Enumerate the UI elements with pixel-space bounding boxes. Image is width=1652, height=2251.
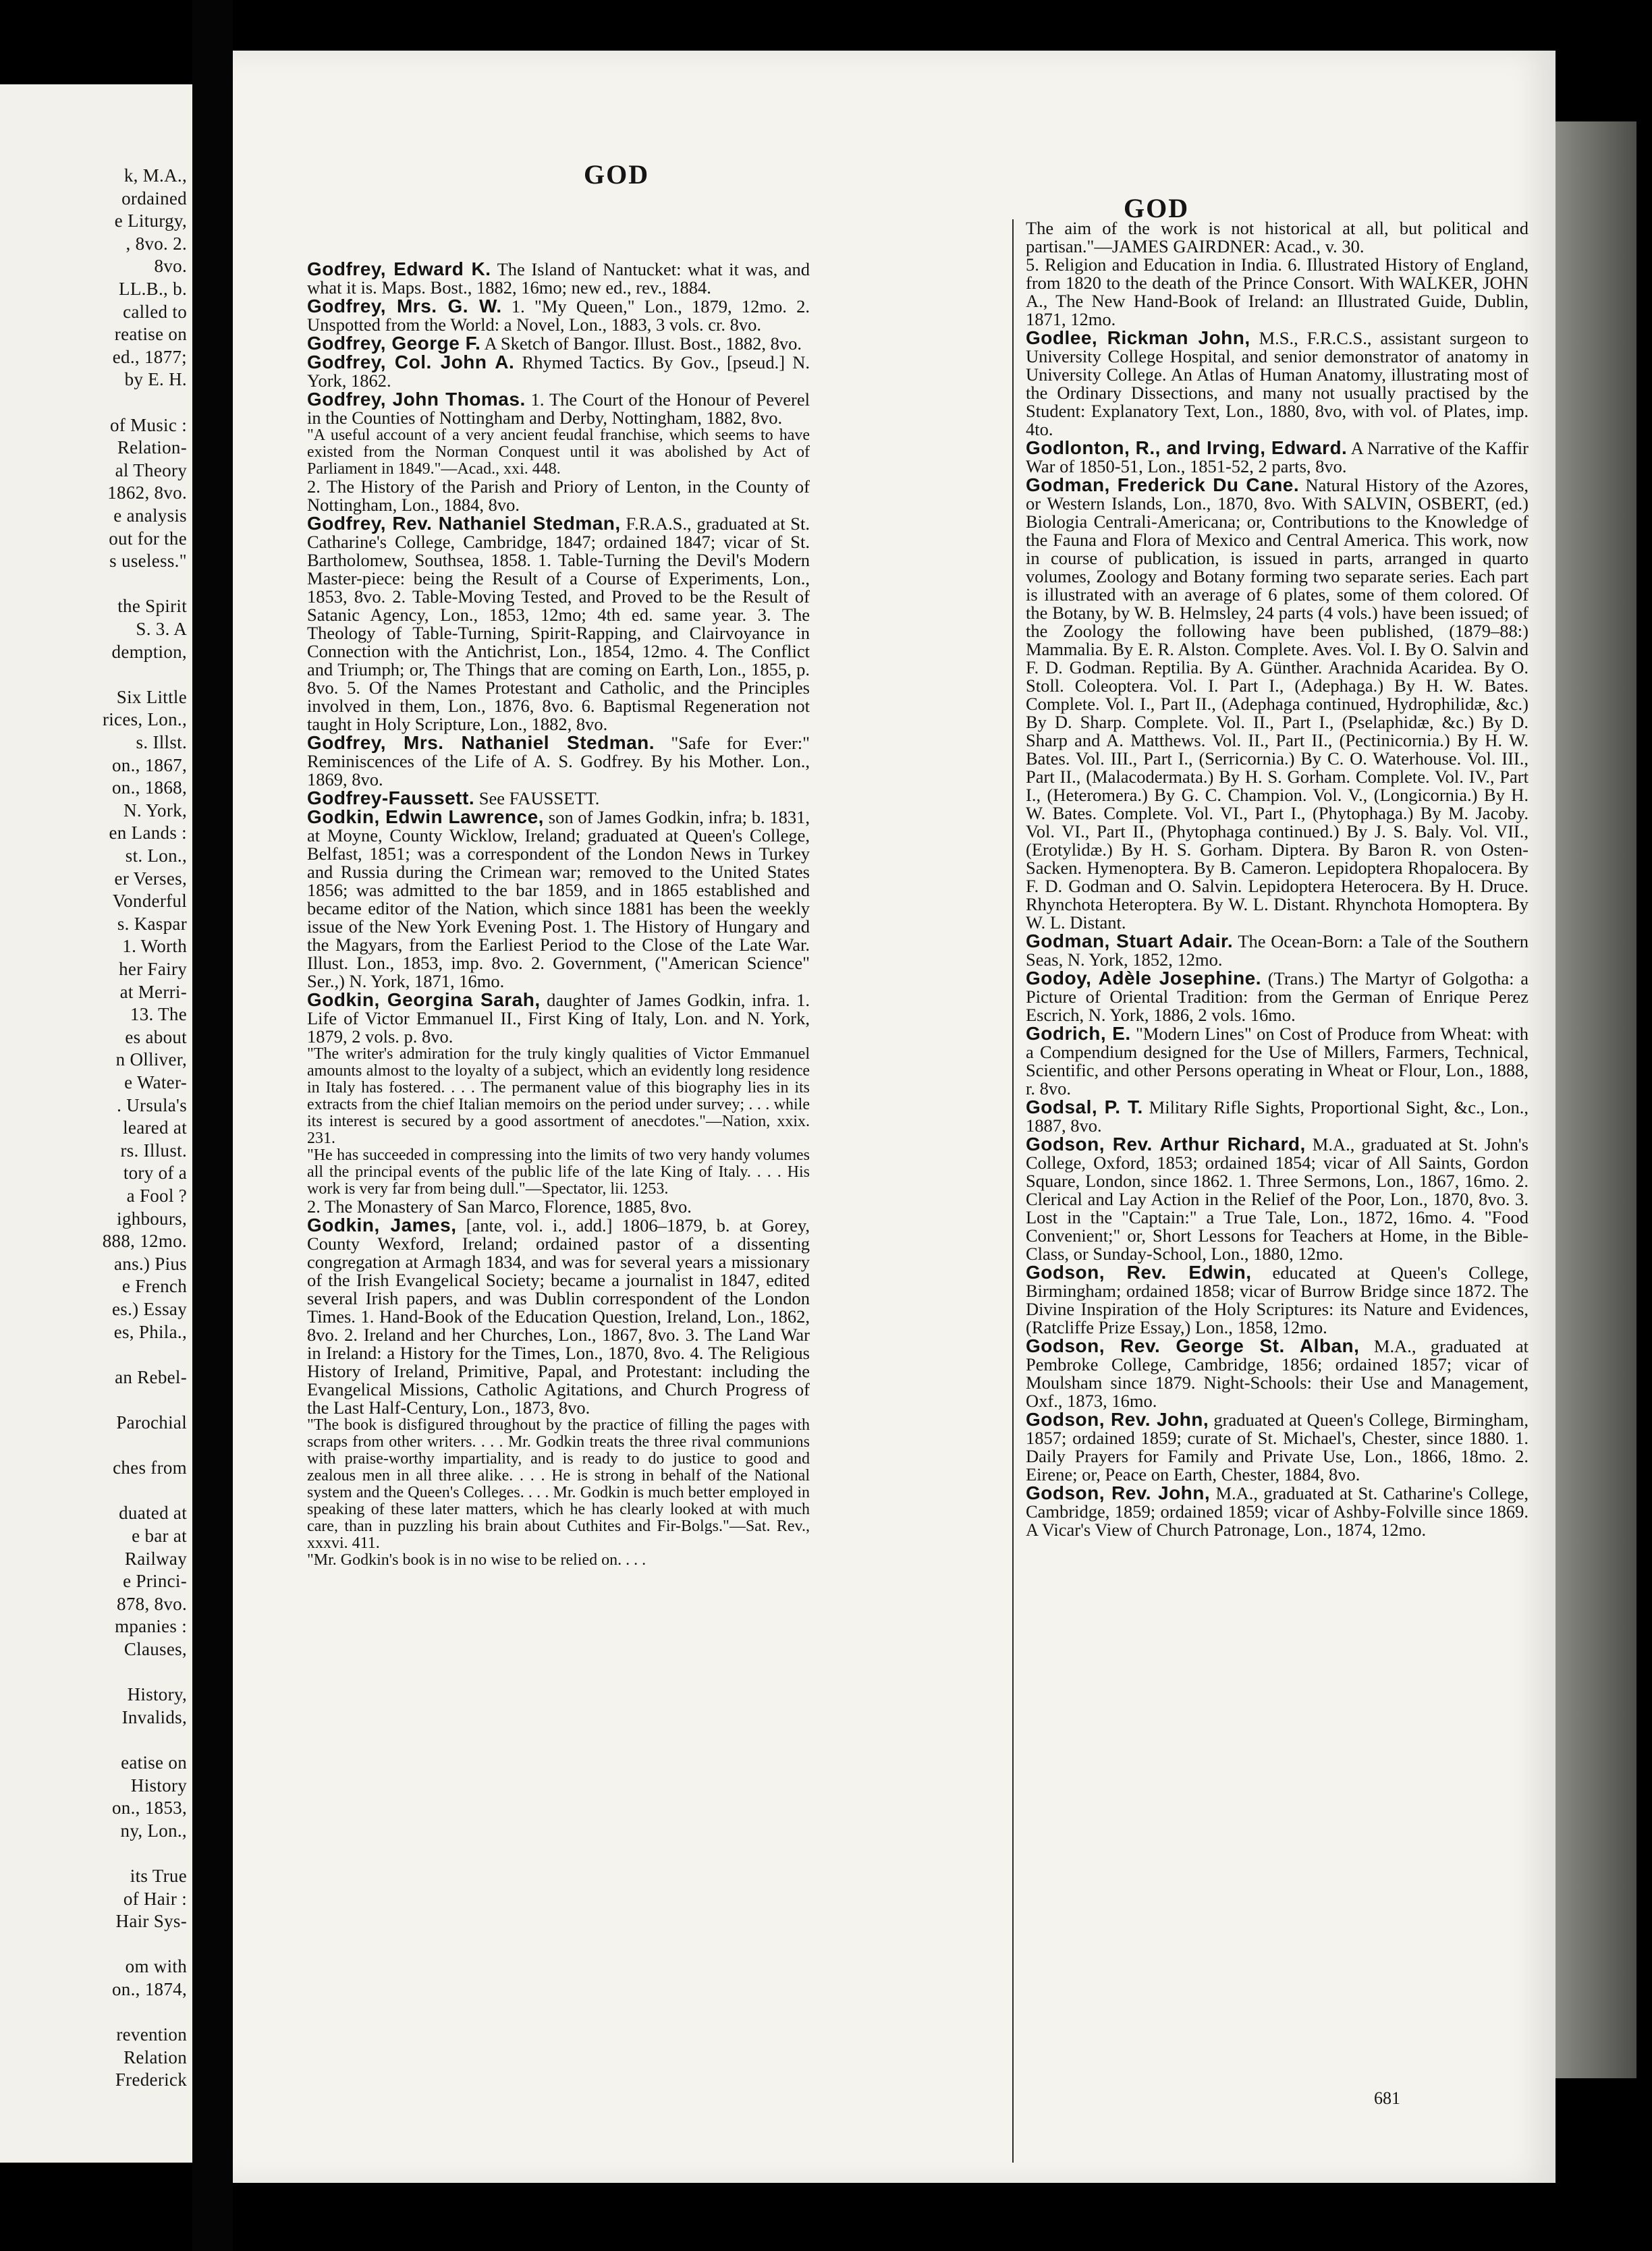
entry-text: A Narrative of the Kaffir War of 1850-51, Lon., 1851-52, 2 parts, 8vo. bbox=[1026, 438, 1529, 476]
facing-page-line: k, M.A., bbox=[123, 165, 187, 186]
entry-name: Godkin, James, bbox=[307, 1215, 457, 1235]
entry-text: M.A., graduated at Pembroke College, Cambridge, 1856; ordained 1857; vicar of Moulsham since 1879. Night-Schools: their Use and Management, Oxf., 1873, 16mo. bbox=[1026, 1336, 1529, 1411]
entry-text: A Sketch of Bangor. Illust. Bost., 1882, 8vo. bbox=[484, 333, 802, 354]
facing-page-line: s. Illst. bbox=[136, 732, 187, 752]
dictionary-entry bbox=[1026, 1135, 1529, 1263]
review-quote: "Mr. Godkin's book is in no wise to be relied on. . . . bbox=[307, 1551, 646, 1569]
facing-page-line: on., 1853, bbox=[112, 1798, 187, 1818]
column-rule bbox=[1012, 219, 1014, 2163]
dictionary-entry bbox=[1026, 969, 1529, 1024]
entry-name: Godfrey, Mrs. Nathaniel Stedman. bbox=[307, 732, 655, 753]
entry-paragraph: 2. The Monastery of San Marco, Florence, 1885, 8vo. bbox=[307, 1196, 692, 1217]
facing-page-line: Relation- bbox=[117, 437, 187, 458]
facing-page-line: Railway bbox=[124, 1548, 187, 1569]
facing-page-line: its True bbox=[130, 1866, 187, 1886]
facing-page-line: by E. H. bbox=[124, 369, 187, 390]
entry-name: Godfrey, Mrs. G. W. bbox=[307, 296, 502, 316]
right-column bbox=[1026, 219, 1529, 1539]
facing-page-line: on., 1868, bbox=[112, 777, 187, 798]
facing-page-line: 888, 12mo. bbox=[102, 1231, 187, 1252]
entry-text: M.A., graduated at St. John's College, Oxford, 1853; ordained 1854; vicar of All Saints, Gordon Square, London, since 1862. 1. Three Sermons, Lon., 1867, 16mo. 2. Clerical and Lay Action in the Relief of the Poor, Lon., 1870, 8vo. 3. Lost in the "Captain:" a True Tale, Lon., 1872, 16mo. 4. "Food Convenient;" or, Short Lessons for Teachers at Home, in the Bible-Class, or Sunday-School, Lon., 1880, 12mo. bbox=[1026, 1134, 1529, 1264]
facing-page-line: out for the bbox=[109, 528, 187, 549]
entry-name: Godfrey, George F. bbox=[307, 333, 481, 354]
facing-page-line: demption, bbox=[111, 641, 187, 662]
dictionary-entry bbox=[1026, 1410, 1529, 1484]
review-quote: "The writer's admiration for the truly kingly qualities of Victor Emmanuel amounts almost to the loyalty of a subject, which an evidently long residence in Italy has fostered. . . . The permanent value of this biography lies in its extracts from the chief Italian memoirs on the period under survey; . . . while its interest is secured by a good assortment of anecdotes."—Nation, xxix. 231. bbox=[307, 1045, 810, 1147]
facing-page-line: 8vo. bbox=[154, 256, 187, 277]
entry-text: 1. "My Queen," Lon., 1879, 12mo. 2. Unspotted from the World: a Novel, Lon., 1883, 3 vols. cr. 8vo. bbox=[307, 296, 810, 335]
entry-name: Godson, Rev. John, bbox=[1026, 1409, 1209, 1430]
dictionary-entry bbox=[1026, 476, 1529, 932]
facing-page-line: called to bbox=[123, 301, 187, 322]
entry-text: 1. The Court of the Honour of Peverel in the Counties of Nottingham and Derby, Nottingham, 1882, 8vo. bbox=[307, 389, 810, 428]
facing-page-line: History, bbox=[127, 1684, 187, 1705]
facing-page-line: es about bbox=[125, 1026, 187, 1047]
facing-page-line: es, Phila., bbox=[113, 1321, 187, 1342]
entry-paragraph: 2. The History of the Parish and Priory of Lenton, in the County of Nottingham, Lon., 1884, 8vo. bbox=[307, 476, 810, 515]
facing-page-line: ed., 1877; bbox=[112, 346, 187, 367]
facing-page-line: es.) Essay bbox=[112, 1299, 187, 1319]
facing-page-line: revention bbox=[116, 2024, 187, 2045]
entry-name: Godfrey, Col. John A. bbox=[307, 352, 515, 372]
facing-page-line: s. Kaspar bbox=[117, 913, 187, 934]
entry-name: Godfrey-Faussett. bbox=[307, 787, 475, 808]
dictionary-entry bbox=[1026, 439, 1529, 476]
entry-paragraph: The aim of the work is not historical at all, but political and partisan."—JAMES GAIRDNER: Acad., v. 30. bbox=[1026, 218, 1529, 256]
entry-text: Rhymed Tactics. By Gov., [pseud.] N. York, 1862. bbox=[307, 352, 810, 391]
facing-page-line: her Fairy bbox=[119, 959, 187, 979]
facing-page-line: on., 1874, bbox=[112, 1979, 187, 1999]
entry-text: graduated at Queen's College, Birmingham, 1857; ordained 1859; curate of St. Michael's, Chester, since 1880. 1. Daily Prayers for Family and Private Use, Lon., 1866, 18mo. 2. Eirene; or, Peace on Earth, Chester, 1884, 8vo. bbox=[1026, 1410, 1529, 1484]
facing-page-line: 1862, 8vo. bbox=[107, 482, 187, 503]
facing-page-line: e Water- bbox=[124, 1072, 187, 1092]
dictionary-entry bbox=[1026, 329, 1529, 439]
facing-page-line: eatise on bbox=[121, 1752, 187, 1773]
facing-page-line: 13. The bbox=[130, 1004, 187, 1025]
dictionary-entry bbox=[307, 390, 810, 427]
dictionary-entry bbox=[307, 353, 810, 390]
page-edge-shadow bbox=[1555, 121, 1636, 2078]
dictionary-entry bbox=[1026, 1337, 1529, 1410]
entry-text: M.S., F.R.C.S., assistant surgeon to University College Hospital, and senior demonstrator of anatomy in University College. An Atlas of Human Anatomy, illustrating most of the Ordinary Dissections, and many not usually practised by the Student: Explanatory Text, Lon., 1880, 8vo, with vol. of Plates, imp. 4to. bbox=[1026, 328, 1529, 439]
facing-page-line: n Olliver, bbox=[115, 1049, 187, 1070]
facing-page-line: on., 1867, bbox=[112, 754, 187, 775]
facing-page-line: 878, 8vo. bbox=[117, 1593, 187, 1614]
facing-page-line: Vonderful bbox=[112, 891, 187, 912]
facing-page-line: an Rebel- bbox=[115, 1366, 187, 1387]
facing-page-line: e Liturgy, bbox=[114, 211, 187, 231]
facing-page-line: Frederick bbox=[115, 2069, 187, 2090]
entry-name: Godlonton, R., and Irving, Edward. bbox=[1026, 437, 1348, 458]
running-head-left: GOD bbox=[584, 159, 650, 190]
dictionary-entry bbox=[1026, 1484, 1529, 1539]
facing-page-line: of Hair : bbox=[123, 1888, 187, 1909]
entry-text: "Safe for Ever:" Reminiscences of the Life of A. S. Godfrey. By his Mother. Lon., 1869, 8vo. bbox=[307, 733, 810, 789]
entry-name: Godfrey, John Thomas. bbox=[307, 389, 526, 410]
facing-page-line: rs. Illust. bbox=[120, 1140, 187, 1161]
entry-name: Godlee, Rickman John, bbox=[1026, 327, 1250, 348]
entry-name: Godkin, Georgina Sarah, bbox=[307, 989, 541, 1010]
entry-text: See FAUSSETT. bbox=[478, 788, 600, 808]
facing-page-line: duated at bbox=[119, 1503, 187, 1524]
book-page bbox=[233, 51, 1555, 2183]
entry-text: "Modern Lines" on Cost of Produce from Wheat: with a Compendium designed for the Use of Millers, Farmers, Technical, Scientific, and other Persons operating in Wheat or Flour, Lon., 1888, r. 8vo. bbox=[1026, 1024, 1529, 1099]
facing-page-line: leared at bbox=[123, 1117, 187, 1138]
facing-page-line: s useless." bbox=[109, 551, 187, 572]
entry-name: Godrich, E. bbox=[1026, 1023, 1131, 1044]
entry-text: M.A., graduated at St. Catharine's College, Cambridge, 1859; ordained 1859; vicar of Ashby-Folville since 1869. A Vicar's View of Church Patronage, Lon., 1874, 12mo. bbox=[1026, 1483, 1529, 1540]
entry-name: Godfrey, Rev. Nathaniel Stedman, bbox=[307, 513, 621, 534]
entry-name: Godfrey, Edward K. bbox=[307, 258, 491, 279]
facing-page-line: Hair Sys- bbox=[115, 1911, 187, 1932]
dictionary-entry bbox=[307, 808, 810, 991]
entry-text: son of James Godkin, infra; b. 1831, at Moyne, County Wicklow, Ireland; graduated at Queen's College, Belfast, 1851; was a correspondent of the London News in Turkey and Russia during the Crimean war; removed to the United States 1856; was admitted to the bar 1859, and in 1865 established and became editor of the Nation, which since 1881 has been the weekly issue of the New York Evening Post. 1. The History of Hungary and the Magyars, from the Earliest Period to the Close of the Late War. Illust. Lon., 1853, imp. 8vo. 2. Government, ("American Science" Ser.,) N. York, 1871, 16mo. bbox=[307, 807, 810, 991]
dictionary-entry bbox=[307, 514, 810, 733]
entry-name: Godson, Rev. George St. Alban, bbox=[1026, 1335, 1360, 1356]
review-quote: "He has succeeded in compressing into the limits of two very handy volumes all the principal events of the public life of the late King of Italy. . . . His work is very far from being dull."—Spectator, lii. 1253. bbox=[307, 1146, 810, 1198]
facing-page-line: 1. Worth bbox=[122, 936, 187, 957]
dictionary-entry bbox=[1026, 1024, 1529, 1098]
facing-page-line: , 8vo. 2. bbox=[126, 233, 187, 254]
facing-page-line: rices, Lon., bbox=[102, 709, 187, 730]
entry-name: Godsal, P. T. bbox=[1026, 1096, 1143, 1117]
facing-page-line: Parochial bbox=[116, 1412, 187, 1433]
facing-page-line: mpanies : bbox=[115, 1616, 187, 1637]
facing-page-line: ighbours, bbox=[117, 1208, 187, 1229]
facing-page-line: Clauses, bbox=[123, 1639, 187, 1659]
dictionary-entry bbox=[307, 733, 810, 789]
review-quote: "The book is disfigured throughout by the practice of filling the pages with scraps from other writers. . . . Mr. Godkin treats the three rival communions with praise-worthy impartiality, and is ready to do justice to good and zealous men in all three alike. . . . He is strong in behalf of the National system and the Queen's Colleges. . . . Mr. Godkin is much better employed in speaking of these later matters, which he has clearly looked at with much care, than in puzzling his brain about Cuthites and Fir-Bolgs."—Sat. Rev., xxxvi. 411. bbox=[307, 1416, 810, 1552]
facing-page-line: a Fool ? bbox=[126, 1186, 187, 1206]
entry-name: Godman, Stuart Adair. bbox=[1026, 930, 1234, 951]
page-number: 681 bbox=[1374, 2088, 1400, 2108]
facing-page-line: Six Little bbox=[116, 686, 187, 707]
entry-text: The Island of Nantucket: what it was, and what it is. Maps. Bost., 1882, 16mo; new ed., rev., 1884. bbox=[307, 259, 810, 298]
facing-page-line: al Theory bbox=[115, 460, 187, 480]
facing-page-line: om with bbox=[125, 1956, 187, 1977]
dictionary-entry bbox=[307, 991, 810, 1046]
facing-page-line: e French bbox=[121, 1276, 187, 1297]
facing-page-line: LL.B., b. bbox=[119, 279, 187, 299]
facing-page-line: Invalids, bbox=[121, 1706, 187, 1727]
dictionary-entry bbox=[307, 297, 810, 334]
entry-text: daughter of James Godkin, infra. 1. Life of Victor Emmanuel II., First King of Italy, Lon. and N. York, 1879, 2 vols. p. 8vo. bbox=[307, 990, 810, 1047]
facing-page-line: . Ursula's bbox=[117, 1094, 187, 1115]
dictionary-entry bbox=[1026, 1263, 1529, 1337]
entry-name: Godson, Rev. John, bbox=[1026, 1482, 1211, 1503]
dictionary-entry bbox=[1026, 932, 1529, 969]
facing-page-line: st. Lon., bbox=[125, 845, 187, 866]
entry-name: Godson, Rev. Arthur Richard, bbox=[1026, 1134, 1306, 1155]
entry-paragraph: 5. Religion and Education in India. 6. Illustrated History of England, from 1820 to the death of the Prince Consort. With WALKER, JOHN A., The New Hand-Book of Ireland: an Illustrated Guide, Dublin, 1871, 12mo. bbox=[1026, 254, 1529, 329]
entry-name: Godkin, Edwin Lawrence, bbox=[307, 806, 544, 827]
dictionary-entry bbox=[1026, 1098, 1529, 1135]
entry-text: educated at Queen's College, Birmingham; ordained 1858; vicar of Burrow Bridge since 1872. The Divine Inspiration of the Holy Scriptures: its Nature and Evidences, (Ratcliffe Prize Essay,) Lon., 1858, 12mo. bbox=[1026, 1262, 1529, 1337]
dictionary-entry bbox=[307, 1216, 810, 1417]
facing-page-line: of Music : bbox=[110, 414, 187, 435]
entry-name: Godman, Frederick Du Cane. bbox=[1026, 474, 1300, 495]
facing-page-line: e Princi- bbox=[123, 1571, 187, 1592]
facing-page-line: ans.) Pius bbox=[113, 1253, 187, 1274]
running-head-right: GOD bbox=[1124, 193, 1190, 223]
dictionary-entry bbox=[307, 334, 810, 353]
facing-page-line: S. 3. A bbox=[136, 619, 187, 639]
entry-text: F.R.A.S., graduated at St. Catharine's College, Cambridge, 1847; ordained 1847; vicar of St. Bartholomew, Southsea, 1858. 1. Table-Turning the Devil's Modern Master-piece: being the Result of a Course of Experiments, Lon., 1853, 8vo. 2. Table-Moving Tested, and Proved to be the Result of Satanic Agency, Lon., 1853, 12mo; 4th ed. same year. 3. The Theology of Table-Turning, Spirit-Rapping, and Clairvoyance in Connection with the Antichrist, Lon., 1854, 12mo. 4. The Conflict and Triumph; or, The Things that are coming on Earth, Lon., 1855, p. 8vo. 5. Of the Names Protestant and Catholic, and the Principles involved in them, Lon., 1876, 8vo. 6. Baptismal Regeneration not taught in Holy Scripture, Lon., 1882, 8vo. bbox=[307, 513, 810, 734]
entry-name: Godoy, Adèle Josephine. bbox=[1026, 968, 1262, 989]
facing-page-line: e bar at bbox=[132, 1526, 187, 1546]
facing-page-line: N. York, bbox=[123, 800, 187, 821]
facing-page-line: reatise on bbox=[114, 324, 187, 345]
facing-page-line: the Spirit bbox=[117, 596, 187, 617]
book-gutter bbox=[192, 0, 233, 2251]
facing-page-line: Relation bbox=[123, 2047, 187, 2067]
left-column bbox=[307, 260, 810, 1569]
facing-page-line: er Verses, bbox=[114, 868, 187, 889]
entry-text: The Ocean-Born: a Tale of the Southern Seas, N. York, 1852, 12mo. bbox=[1026, 931, 1529, 970]
entry-text: (Trans.) The Martyr of Golgotha: a Picture of Oriental Tradition: from the German of Enrique Perez Escrich, N. York, 1886, 2 vols. 16mo. bbox=[1026, 968, 1529, 1025]
dictionary-entry bbox=[307, 260, 810, 297]
entry-text: Military Rifle Sights, Proportional Sight, &c., Lon., 1887, 8vo. bbox=[1026, 1097, 1529, 1136]
facing-page-line: ny, Lon., bbox=[120, 1820, 187, 1841]
entry-text: [ante, vol. i., add.] 1806–1879, b. at Gorey, County Wexford, Ireland; ordained pastor of a dissenting congregation at Armagh 1834, and was for several years a missionary of the Irish Evangelical Society; became a journalist in 1847, edited several Irish papers, and was Dublin correspondent of the London Times. 1. Hand-Book of the Education Question, Ireland, Lon., 1862, 8vo. 2. Ireland and her Churches, Lon., 1867, 8vo. 3. The Land War in Ireland: a History for the Times, Lon., 1870, 8vo. 4. The Religious History of Ireland, Primitive, Papal, and Protestant: including the Evangelical Missions, Catholic Agitations, and Church Progress of the Last Half-Century, Lon., 1873, 8vo. bbox=[307, 1215, 810, 1418]
facing-page-line: History bbox=[130, 1775, 187, 1796]
facing-page-line: ches from bbox=[113, 1457, 187, 1478]
facing-page-fragment bbox=[0, 84, 192, 2163]
facing-page-line: ordained bbox=[121, 188, 187, 209]
facing-page-line: e analysis bbox=[113, 505, 187, 526]
review-quote: "A useful account of a very ancient feudal franchise, which seems to have existed from the Norman Conquest until it was abolished by Act of Parliament in 1849."—Acad., xxi. 448. bbox=[307, 426, 810, 478]
facing-page-line: en Lands : bbox=[109, 823, 187, 843]
entry-name: Godson, Rev. Edwin, bbox=[1026, 1262, 1252, 1283]
facing-page-line: at Merri- bbox=[119, 981, 187, 1002]
facing-page-line: tory of a bbox=[123, 1163, 187, 1184]
entry-text: Natural History of the Azores, or Western Islands, Lon., 1870, 8vo. With SALVIN, OSBERT, (ed.) Biologia Centrali-Americana; or, Contributions to the Knowledge of the Fauna and Flora of Mexico and Central America. This work, now in course of publication, is issued in parts, arranged in quarto volumes, Zoology and Botany forming two separate series. Each part is illustrated with an average of 6 plates, some of them colored. Of the Botany, by W. B. Helmsley, 24 parts (4 vols.) have been issued; of the Zoology the following have been published, (1879–88:) Mammalia. By E. R. Alston. Complete. Aves. Vol. I. By O. Salvin and F. D. Godman. Reptilia. By A. Günther. Arachnida Acaridea. By O. Stoll. Coleoptera. Vol. I. Part I., (Adephaga.) By H. W. Bates. Complete. Vol. I., Part II., (Adephaga continued, Hydrophilidæ, &c.) By D. Sharp. Complete. Vol. II., Part I., (Pselaphidæ, &c.) By D. Sharp and A. Matthews. Vol. II., Part II., (Pectinicornia.) By H. W. Bates. Vol. III., Part I., (Serricornia.) By C. O. Waterhouse. Vol. III., Part II., (Malacodermata.) By H. S. Gorham. Complete. Vol. IV., Part I., (Heteromera.) By G. C. Champion. Vol. V., (Longicornia.) By H. W. Bates. Complete. Vol. VI., Part I., (Phytophaga.) By M. Jacoby. Vol. VI., Part II., (Phytophaga continued.) By J. S. Baly. Vol. VII., (Erotylidæ.) By H. S. Gorham. Diptera. By Baron R. von Osten-Sacken. Hymenoptera. By B. Cameron. Lepidoptera Rhopalocera. By F. D. Godman and O. Salvin. Lepidoptera Heterocera. By H. Druce. Rhynchota Heteroptera. By W. L. Distant. Rhynchota Homoptera. By W. L. Distant. bbox=[1026, 475, 1529, 933]
dictionary-entry bbox=[307, 789, 810, 808]
